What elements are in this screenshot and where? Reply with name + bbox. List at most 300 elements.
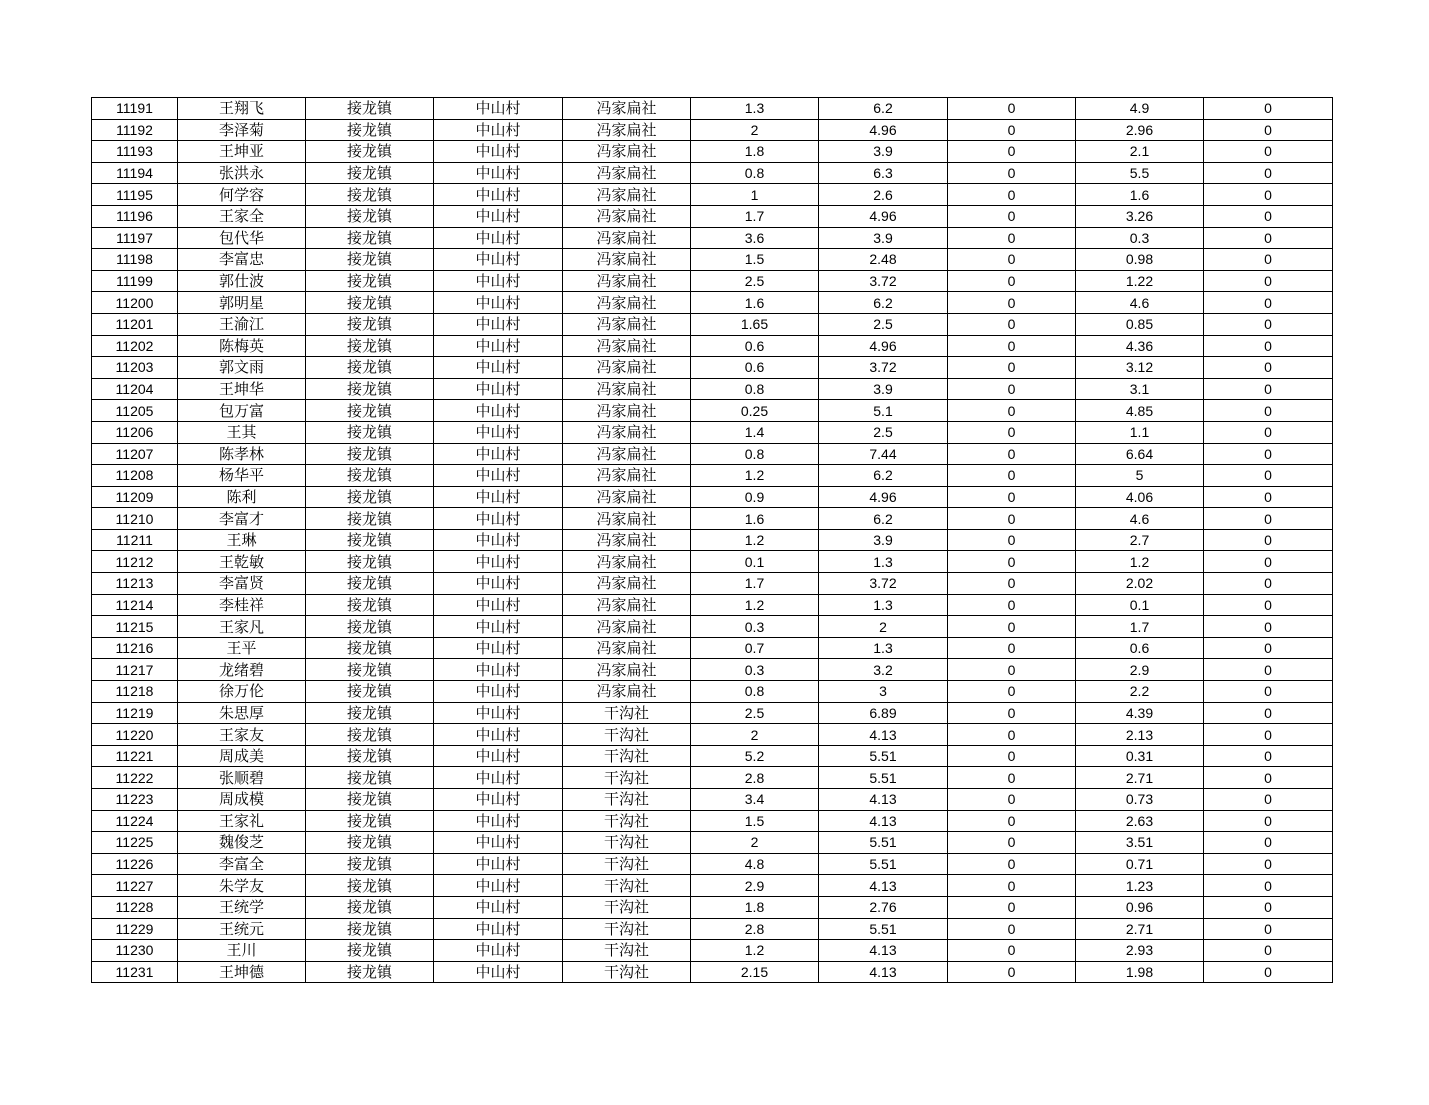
id-cell: 11200	[92, 292, 178, 314]
group-cell: 干沟社	[563, 961, 691, 983]
table-row	[92, 313, 1333, 335]
table-row	[92, 141, 1333, 163]
value-d-cell: 4.36	[1076, 335, 1204, 357]
table-row	[92, 335, 1333, 357]
value-d-cell: 4.6	[1076, 508, 1204, 530]
table-row	[92, 270, 1333, 292]
id-cell: 11211	[92, 529, 178, 551]
town-cell: 接龙镇	[306, 918, 434, 940]
village-cell: 中山村	[434, 659, 563, 681]
village-cell: 中山村	[434, 853, 563, 875]
value-d-cell: 1.23	[1076, 875, 1204, 897]
group-cell: 冯家扁社	[563, 357, 691, 379]
value-c-cell: 0	[948, 637, 1076, 659]
value-e-cell: 0	[1204, 918, 1333, 940]
table-row	[92, 637, 1333, 659]
value-c-cell: 0	[948, 681, 1076, 703]
group-cell: 干沟社	[563, 745, 691, 767]
value-a-cell: 0.6	[691, 357, 819, 379]
value-c-cell: 0	[948, 205, 1076, 227]
value-b-cell: 1.3	[819, 551, 948, 573]
town-cell: 接龙镇	[306, 594, 434, 616]
value-d-cell: 2.13	[1076, 724, 1204, 746]
value-a-cell: 1.5	[691, 810, 819, 832]
value-c-cell: 0	[948, 141, 1076, 163]
table-row	[92, 508, 1333, 530]
town-cell: 接龙镇	[306, 443, 434, 465]
value-c-cell: 0	[948, 724, 1076, 746]
value-d-cell: 3.12	[1076, 357, 1204, 379]
town-cell: 接龙镇	[306, 810, 434, 832]
id-cell: 11197	[92, 227, 178, 249]
value-a-cell: 1.2	[691, 529, 819, 551]
village-cell: 中山村	[434, 443, 563, 465]
village-cell: 中山村	[434, 486, 563, 508]
value-b-cell: 2.5	[819, 421, 948, 443]
table-row	[92, 184, 1333, 206]
town-cell: 接龙镇	[306, 184, 434, 206]
value-b-cell: 1.3	[819, 637, 948, 659]
value-a-cell: 3.4	[691, 789, 819, 811]
value-b-cell: 3.9	[819, 529, 948, 551]
value-a-cell: 2.9	[691, 875, 819, 897]
id-cell: 11198	[92, 249, 178, 271]
id-cell: 11221	[92, 745, 178, 767]
table-row	[92, 162, 1333, 184]
village-cell: 中山村	[434, 119, 563, 141]
group-cell: 冯家扁社	[563, 659, 691, 681]
value-a-cell: 3.6	[691, 227, 819, 249]
name-cell: 王家友	[178, 724, 306, 746]
name-cell: 王坤亚	[178, 141, 306, 163]
table-row	[92, 551, 1333, 573]
value-c-cell: 0	[948, 594, 1076, 616]
value-a-cell: 1.7	[691, 573, 819, 595]
id-cell: 11223	[92, 789, 178, 811]
value-a-cell: 5.2	[691, 745, 819, 767]
id-cell: 11204	[92, 378, 178, 400]
value-b-cell: 5.1	[819, 400, 948, 422]
village-cell: 中山村	[434, 896, 563, 918]
value-b-cell: 4.96	[819, 486, 948, 508]
id-cell: 11201	[92, 313, 178, 335]
value-e-cell: 0	[1204, 378, 1333, 400]
value-b-cell: 3.9	[819, 378, 948, 400]
id-cell: 11212	[92, 551, 178, 573]
town-cell: 接龙镇	[306, 205, 434, 227]
value-e-cell: 0	[1204, 573, 1333, 595]
id-cell: 11228	[92, 896, 178, 918]
table-row	[92, 594, 1333, 616]
table-row	[92, 832, 1333, 854]
name-cell: 魏俊芝	[178, 832, 306, 854]
table-row	[92, 659, 1333, 681]
group-cell: 干沟社	[563, 940, 691, 962]
value-c-cell: 0	[948, 227, 1076, 249]
group-cell: 冯家扁社	[563, 98, 691, 120]
table-row	[92, 119, 1333, 141]
value-a-cell: 0.8	[691, 681, 819, 703]
value-b-cell: 6.2	[819, 292, 948, 314]
value-e-cell: 0	[1204, 443, 1333, 465]
value-c-cell: 0	[948, 486, 1076, 508]
value-c-cell: 0	[948, 357, 1076, 379]
value-c-cell: 0	[948, 529, 1076, 551]
id-cell: 11227	[92, 875, 178, 897]
value-d-cell: 5.5	[1076, 162, 1204, 184]
value-d-cell: 2.7	[1076, 529, 1204, 551]
village-cell: 中山村	[434, 270, 563, 292]
value-d-cell: 6.64	[1076, 443, 1204, 465]
town-cell: 接龙镇	[306, 551, 434, 573]
village-cell: 中山村	[434, 832, 563, 854]
group-cell: 冯家扁社	[563, 205, 691, 227]
group-cell: 冯家扁社	[563, 529, 691, 551]
value-b-cell: 5.51	[819, 918, 948, 940]
value-d-cell: 4.06	[1076, 486, 1204, 508]
id-cell: 11210	[92, 508, 178, 530]
value-c-cell: 0	[948, 98, 1076, 120]
value-a-cell: 0.3	[691, 616, 819, 638]
village-cell: 中山村	[434, 141, 563, 163]
town-cell: 接龙镇	[306, 529, 434, 551]
table-row	[92, 98, 1333, 120]
group-cell: 冯家扁社	[563, 443, 691, 465]
value-d-cell: 2.9	[1076, 659, 1204, 681]
value-c-cell: 0	[948, 119, 1076, 141]
value-e-cell: 0	[1204, 702, 1333, 724]
value-e-cell: 0	[1204, 292, 1333, 314]
id-cell: 11194	[92, 162, 178, 184]
value-a-cell: 1.8	[691, 896, 819, 918]
table-row	[92, 421, 1333, 443]
value-b-cell: 6.2	[819, 465, 948, 487]
id-cell: 11218	[92, 681, 178, 703]
id-cell: 11206	[92, 421, 178, 443]
value-c-cell: 0	[948, 810, 1076, 832]
village-cell: 中山村	[434, 940, 563, 962]
town-cell: 接龙镇	[306, 357, 434, 379]
value-e-cell: 0	[1204, 119, 1333, 141]
village-cell: 中山村	[434, 98, 563, 120]
name-cell: 王琳	[178, 529, 306, 551]
group-cell: 干沟社	[563, 724, 691, 746]
value-e-cell: 0	[1204, 421, 1333, 443]
value-a-cell: 0.8	[691, 443, 819, 465]
value-c-cell: 0	[948, 789, 1076, 811]
value-e-cell: 0	[1204, 270, 1333, 292]
group-cell: 冯家扁社	[563, 335, 691, 357]
id-cell: 11192	[92, 119, 178, 141]
group-cell: 冯家扁社	[563, 119, 691, 141]
name-cell: 李富贤	[178, 573, 306, 595]
value-b-cell: 5.51	[819, 745, 948, 767]
value-b-cell: 5.51	[819, 853, 948, 875]
value-a-cell: 0.7	[691, 637, 819, 659]
name-cell: 朱学友	[178, 875, 306, 897]
value-d-cell: 1.6	[1076, 184, 1204, 206]
name-cell: 李富才	[178, 508, 306, 530]
name-cell: 包代华	[178, 227, 306, 249]
value-a-cell: 1.5	[691, 249, 819, 271]
table-row	[92, 853, 1333, 875]
value-c-cell: 0	[948, 162, 1076, 184]
value-e-cell: 0	[1204, 875, 1333, 897]
table-row	[92, 702, 1333, 724]
value-a-cell: 2.8	[691, 767, 819, 789]
value-d-cell: 2.1	[1076, 141, 1204, 163]
value-c-cell: 0	[948, 443, 1076, 465]
name-cell: 杨华平	[178, 465, 306, 487]
name-cell: 陈梅英	[178, 335, 306, 357]
value-d-cell: 1.22	[1076, 270, 1204, 292]
village-cell: 中山村	[434, 637, 563, 659]
value-d-cell: 0.3	[1076, 227, 1204, 249]
data-table	[91, 97, 1333, 983]
group-cell: 冯家扁社	[563, 551, 691, 573]
id-cell: 11214	[92, 594, 178, 616]
value-d-cell: 2.93	[1076, 940, 1204, 962]
town-cell: 接龙镇	[306, 421, 434, 443]
name-cell: 王川	[178, 940, 306, 962]
value-d-cell: 2.63	[1076, 810, 1204, 832]
value-c-cell: 0	[948, 961, 1076, 983]
value-a-cell: 1.6	[691, 292, 819, 314]
name-cell: 周成模	[178, 789, 306, 811]
town-cell: 接龙镇	[306, 162, 434, 184]
value-c-cell: 0	[948, 184, 1076, 206]
value-d-cell: 0.31	[1076, 745, 1204, 767]
value-a-cell: 1.4	[691, 421, 819, 443]
value-a-cell: 1.2	[691, 594, 819, 616]
name-cell: 李泽菊	[178, 119, 306, 141]
value-a-cell: 1.8	[691, 141, 819, 163]
id-cell: 11230	[92, 940, 178, 962]
value-e-cell: 0	[1204, 162, 1333, 184]
table-row	[92, 227, 1333, 249]
group-cell: 冯家扁社	[563, 616, 691, 638]
value-d-cell: 2.96	[1076, 119, 1204, 141]
village-cell: 中山村	[434, 681, 563, 703]
id-cell: 11216	[92, 637, 178, 659]
town-cell: 接龙镇	[306, 961, 434, 983]
value-d-cell: 1.1	[1076, 421, 1204, 443]
name-cell: 郭文雨	[178, 357, 306, 379]
value-b-cell: 4.13	[819, 789, 948, 811]
table-row	[92, 205, 1333, 227]
value-d-cell: 0.71	[1076, 853, 1204, 875]
value-e-cell: 0	[1204, 961, 1333, 983]
id-cell: 11226	[92, 853, 178, 875]
value-e-cell: 0	[1204, 508, 1333, 530]
village-cell: 中山村	[434, 529, 563, 551]
value-e-cell: 0	[1204, 184, 1333, 206]
value-e-cell: 0	[1204, 227, 1333, 249]
town-cell: 接龙镇	[306, 378, 434, 400]
table-row	[92, 529, 1333, 551]
value-b-cell: 4.96	[819, 205, 948, 227]
group-cell: 冯家扁社	[563, 292, 691, 314]
town-cell: 接龙镇	[306, 141, 434, 163]
id-cell: 11213	[92, 573, 178, 595]
group-cell: 冯家扁社	[563, 162, 691, 184]
village-cell: 中山村	[434, 162, 563, 184]
village-cell: 中山村	[434, 745, 563, 767]
name-cell: 王统学	[178, 896, 306, 918]
value-a-cell: 1.2	[691, 465, 819, 487]
value-e-cell: 0	[1204, 465, 1333, 487]
value-b-cell: 3.72	[819, 357, 948, 379]
village-cell: 中山村	[434, 465, 563, 487]
value-e-cell: 0	[1204, 810, 1333, 832]
value-d-cell: 1.2	[1076, 551, 1204, 573]
id-cell: 11229	[92, 918, 178, 940]
value-e-cell: 0	[1204, 853, 1333, 875]
value-c-cell: 0	[948, 335, 1076, 357]
value-c-cell: 0	[948, 832, 1076, 854]
town-cell: 接龙镇	[306, 573, 434, 595]
name-cell: 张洪永	[178, 162, 306, 184]
name-cell: 王其	[178, 421, 306, 443]
town-cell: 接龙镇	[306, 400, 434, 422]
town-cell: 接龙镇	[306, 745, 434, 767]
value-b-cell: 4.13	[819, 940, 948, 962]
value-a-cell: 0.1	[691, 551, 819, 573]
town-cell: 接龙镇	[306, 659, 434, 681]
id-cell: 11207	[92, 443, 178, 465]
name-cell: 王统元	[178, 918, 306, 940]
table-row	[92, 443, 1333, 465]
value-c-cell: 0	[948, 702, 1076, 724]
value-b-cell: 3.2	[819, 659, 948, 681]
value-b-cell: 4.13	[819, 724, 948, 746]
village-cell: 中山村	[434, 702, 563, 724]
village-cell: 中山村	[434, 810, 563, 832]
group-cell: 干沟社	[563, 875, 691, 897]
value-b-cell: 1.3	[819, 594, 948, 616]
value-a-cell: 2.5	[691, 270, 819, 292]
name-cell: 王翔飞	[178, 98, 306, 120]
value-a-cell: 0.9	[691, 486, 819, 508]
name-cell: 朱思厚	[178, 702, 306, 724]
value-c-cell: 0	[948, 249, 1076, 271]
value-c-cell: 0	[948, 659, 1076, 681]
id-cell: 11224	[92, 810, 178, 832]
name-cell: 包万富	[178, 400, 306, 422]
town-cell: 接龙镇	[306, 292, 434, 314]
name-cell: 张顺碧	[178, 767, 306, 789]
village-cell: 中山村	[434, 616, 563, 638]
value-e-cell: 0	[1204, 789, 1333, 811]
value-b-cell: 3.9	[819, 227, 948, 249]
value-d-cell: 4.9	[1076, 98, 1204, 120]
value-d-cell: 2.71	[1076, 918, 1204, 940]
name-cell: 王乾敏	[178, 551, 306, 573]
group-cell: 冯家扁社	[563, 573, 691, 595]
value-d-cell: 2.71	[1076, 767, 1204, 789]
name-cell: 周成美	[178, 745, 306, 767]
village-cell: 中山村	[434, 205, 563, 227]
value-b-cell: 3	[819, 681, 948, 703]
group-cell: 干沟社	[563, 702, 691, 724]
table-body	[92, 98, 1333, 983]
value-d-cell: 0.96	[1076, 896, 1204, 918]
name-cell: 王渝江	[178, 313, 306, 335]
name-cell: 陈孝林	[178, 443, 306, 465]
id-cell: 11215	[92, 616, 178, 638]
value-d-cell: 1.98	[1076, 961, 1204, 983]
value-a-cell: 1.6	[691, 508, 819, 530]
table-row	[92, 378, 1333, 400]
value-c-cell: 0	[948, 875, 1076, 897]
group-cell: 干沟社	[563, 789, 691, 811]
value-e-cell: 0	[1204, 205, 1333, 227]
town-cell: 接龙镇	[306, 313, 434, 335]
table-row	[92, 896, 1333, 918]
village-cell: 中山村	[434, 961, 563, 983]
value-a-cell: 2.5	[691, 702, 819, 724]
value-c-cell: 0	[948, 378, 1076, 400]
name-cell: 王平	[178, 637, 306, 659]
value-e-cell: 0	[1204, 745, 1333, 767]
table-row	[92, 249, 1333, 271]
value-d-cell: 3.51	[1076, 832, 1204, 854]
value-a-cell: 2.15	[691, 961, 819, 983]
table-row	[92, 400, 1333, 422]
id-cell: 11225	[92, 832, 178, 854]
value-a-cell: 0.8	[691, 378, 819, 400]
village-cell: 中山村	[434, 378, 563, 400]
table-row	[92, 789, 1333, 811]
village-cell: 中山村	[434, 421, 563, 443]
value-d-cell: 2.2	[1076, 681, 1204, 703]
value-e-cell: 0	[1204, 940, 1333, 962]
id-cell: 11196	[92, 205, 178, 227]
value-e-cell: 0	[1204, 249, 1333, 271]
table-row	[92, 745, 1333, 767]
group-cell: 冯家扁社	[563, 227, 691, 249]
table-row	[92, 810, 1333, 832]
id-cell: 11208	[92, 465, 178, 487]
value-e-cell: 0	[1204, 486, 1333, 508]
value-a-cell: 2	[691, 724, 819, 746]
town-cell: 接龙镇	[306, 896, 434, 918]
id-cell: 11222	[92, 767, 178, 789]
town-cell: 接龙镇	[306, 702, 434, 724]
name-cell: 李富忠	[178, 249, 306, 271]
name-cell: 王家全	[178, 205, 306, 227]
value-c-cell: 0	[948, 421, 1076, 443]
value-e-cell: 0	[1204, 832, 1333, 854]
name-cell: 李桂祥	[178, 594, 306, 616]
value-b-cell: 4.96	[819, 335, 948, 357]
village-cell: 中山村	[434, 551, 563, 573]
value-b-cell: 2.48	[819, 249, 948, 271]
value-e-cell: 0	[1204, 659, 1333, 681]
value-a-cell: 2	[691, 832, 819, 854]
value-d-cell: 0.6	[1076, 637, 1204, 659]
table-row	[92, 616, 1333, 638]
id-cell: 11205	[92, 400, 178, 422]
village-cell: 中山村	[434, 875, 563, 897]
value-e-cell: 0	[1204, 896, 1333, 918]
group-cell: 干沟社	[563, 853, 691, 875]
value-e-cell: 0	[1204, 724, 1333, 746]
value-e-cell: 0	[1204, 98, 1333, 120]
value-a-cell: 0.3	[691, 659, 819, 681]
id-cell: 11220	[92, 724, 178, 746]
name-cell: 王家凡	[178, 616, 306, 638]
